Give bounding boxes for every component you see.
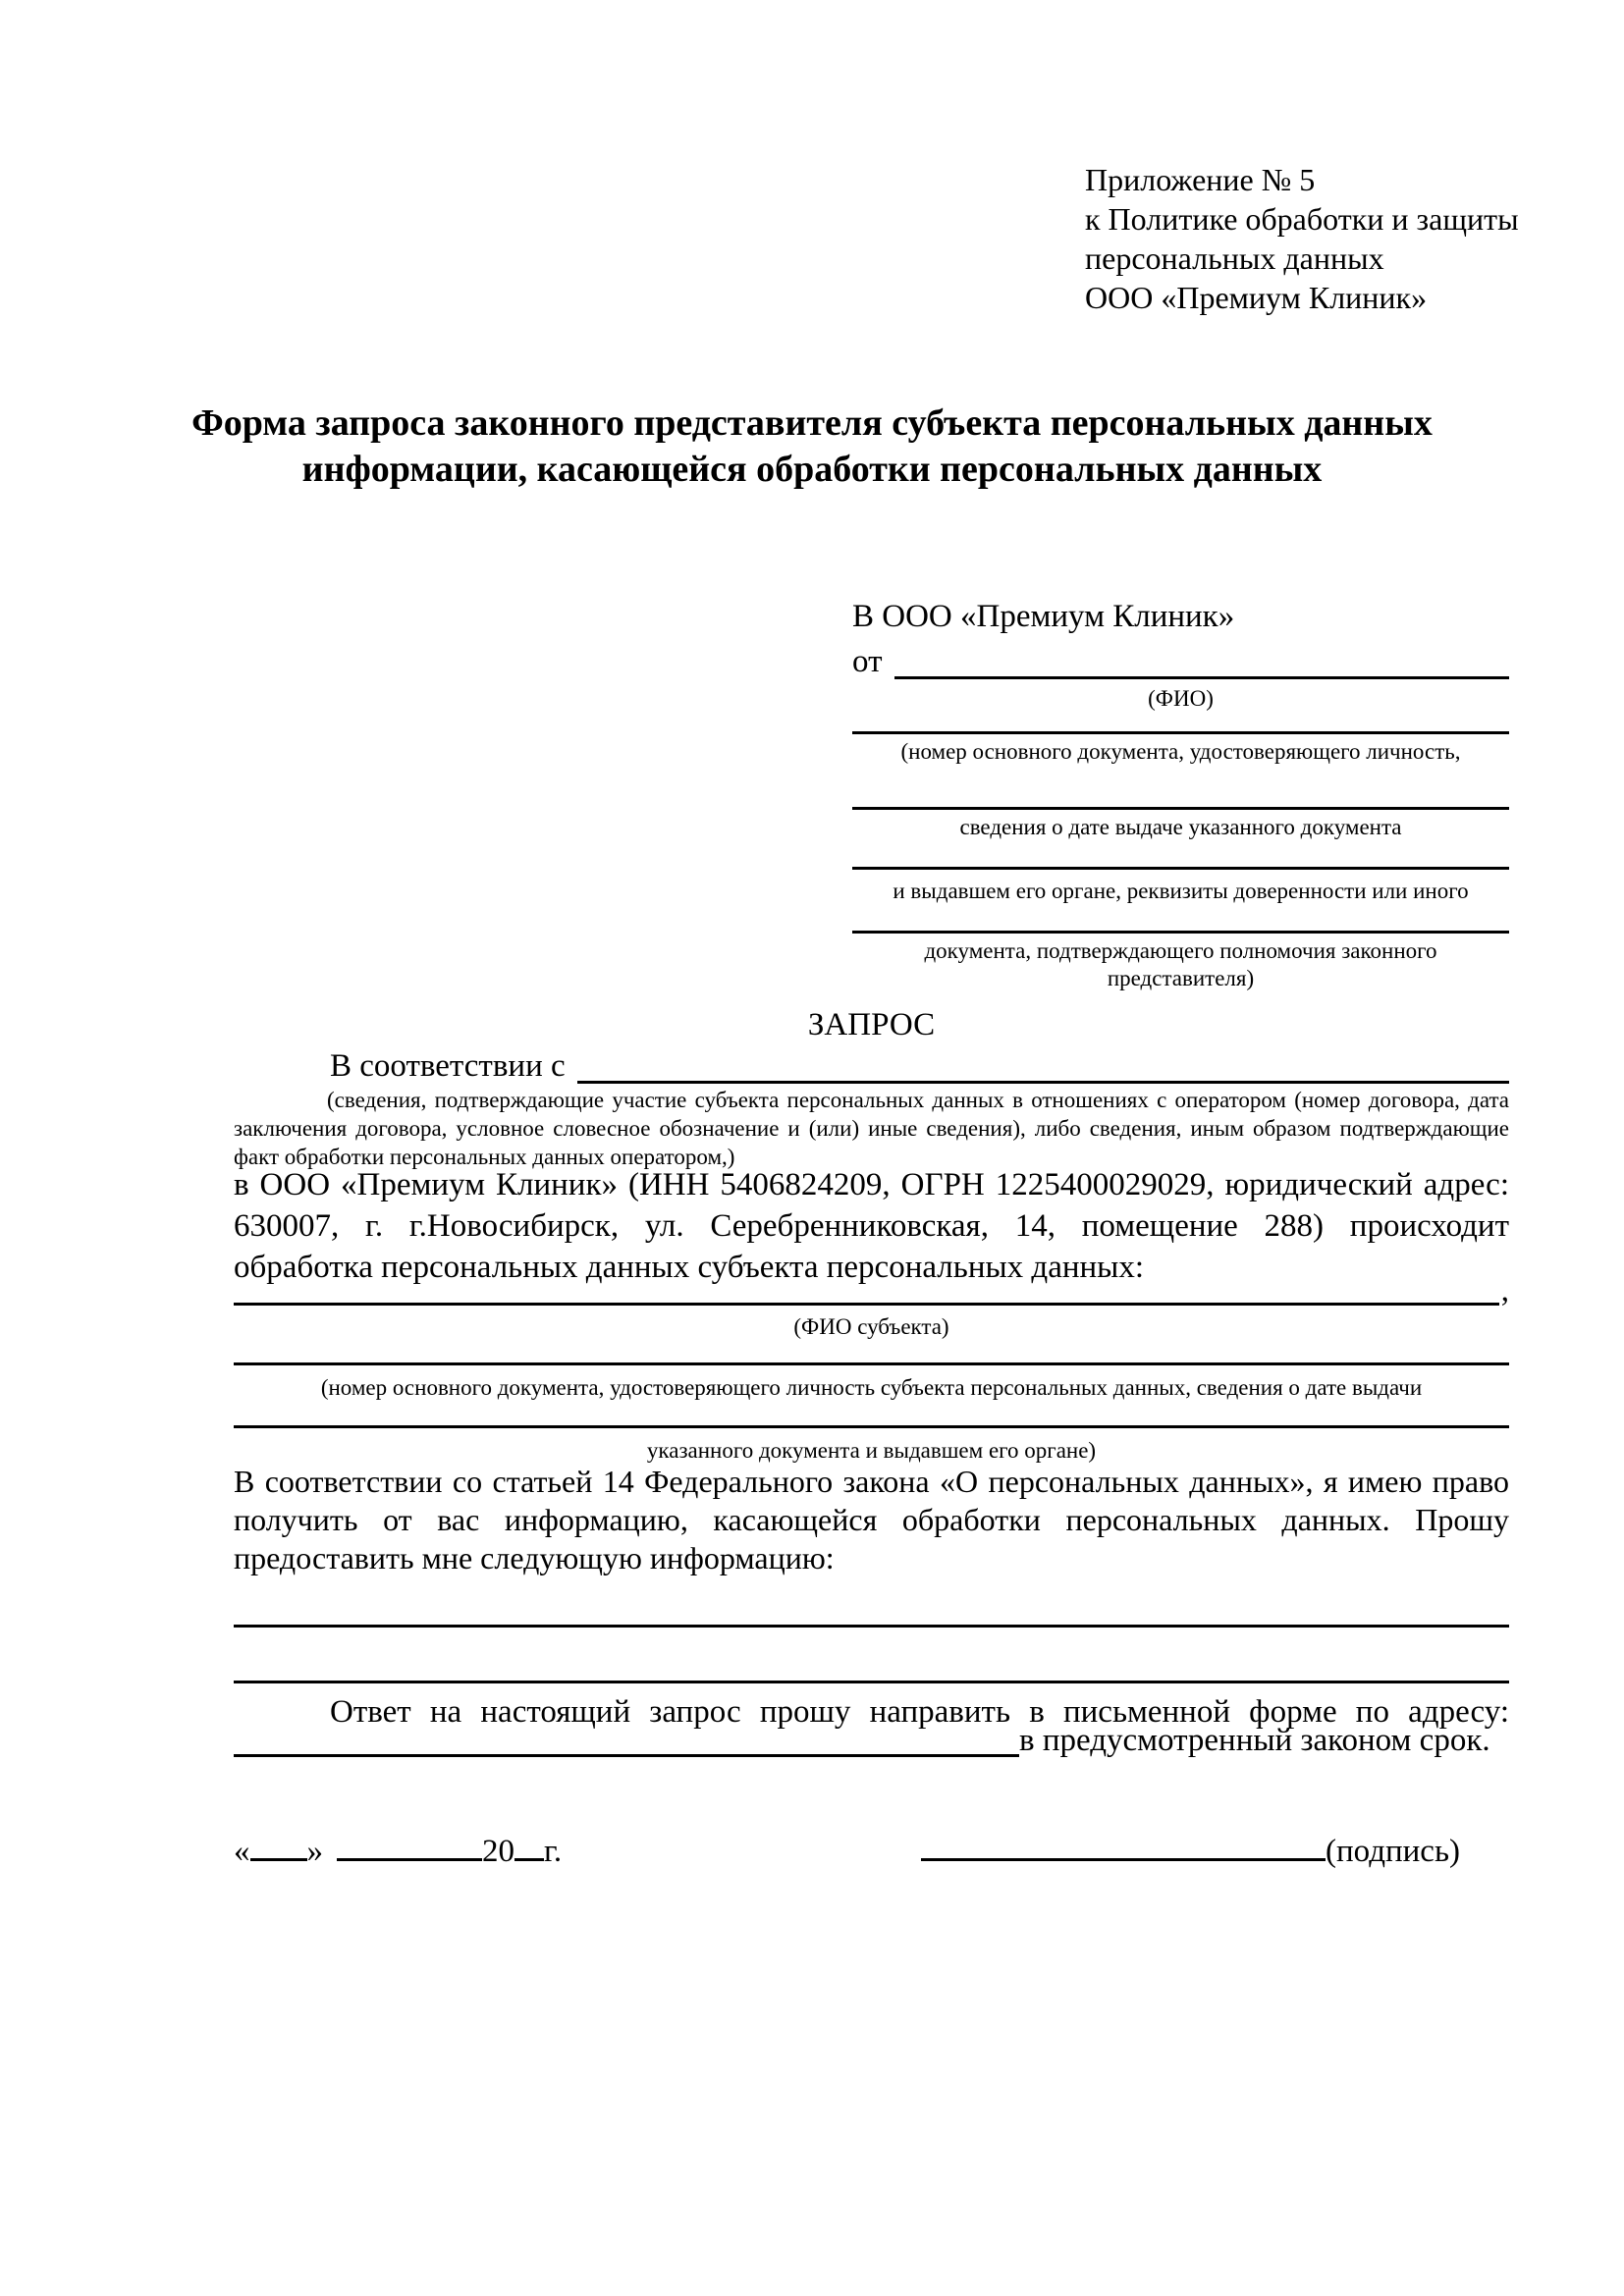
representative-doc-caption-3: и выдавшем его органе, реквизиты доверенности или иного <box>893 879 1469 903</box>
from-label: от <box>852 644 883 679</box>
subject-doc-blank-line-2 <box>234 1425 1509 1428</box>
representative-doc-caption-1: (номер основного документа, удостоверяющего личность, <box>900 739 1461 764</box>
day-blank <box>250 1856 307 1861</box>
accordance-caption: (сведения, подтверждающие участие субъекта персональных данных в отношениях с оператором (номер договора, дата заключения договора, условное словесное обозначение и (или) иные сведения), либо сведения, иным образом подтверждающие факт обработки персональных данных оператором,) <box>234 1088 1509 1169</box>
representative-fio-blank-line <box>894 676 1510 679</box>
accordance-row <box>234 1048 1509 1084</box>
representative-doc-blank-line-2 <box>852 807 1509 810</box>
address-blank-line <box>234 1754 1019 1757</box>
addressee-to: В ООО «Премиум Клиник» <box>852 599 1235 634</box>
subject-fio-comma: , <box>1500 1273 1509 1308</box>
year-blank <box>514 1856 544 1861</box>
representative-doc-blank-line-3 <box>852 867 1509 870</box>
signature-blank-line <box>921 1856 1326 1861</box>
from-row <box>852 636 1509 679</box>
representative-doc-blank-line-1 <box>852 731 1509 734</box>
subject-doc-caption-2: указанного документа и выдавшем его органе) <box>646 1438 1097 1463</box>
request-heading: ЗАПРОС <box>807 1007 936 1042</box>
operator-paragraph: в ООО «Премиум Клиник» (ИНН 5406824209, ОГРН 1225400029029, юридический адрес: 630007, г. г.Новосибирск, ул. Серебренниковская, 14, помещение 288) происходит обработка персональных данных субъекта персональных данных: <box>234 1167 1509 1285</box>
answer-paragraph: Ответ на настоящий запрос прошу направить в письменной форме по адресу: <box>330 1694 1509 1730</box>
date-field <box>234 1834 562 1870</box>
fio-caption: (ФИО) <box>1148 686 1214 711</box>
close-quote: » <box>306 1834 323 1869</box>
representative-doc-caption-4: документа, подтверждающего полномочия законного представителя) <box>924 938 1437 990</box>
accordance-label: В соответствии с <box>330 1048 566 1084</box>
answer-address-row <box>234 1724 1509 1757</box>
subject-fio-blank-line <box>234 1303 1499 1306</box>
addressee-block <box>852 597 1509 992</box>
signature-field <box>921 1834 1460 1870</box>
law-paragraph: В соответствии со статьей 14 Федерального закона «О персональных данных», я имею право получить от вас информацию, касающейся обработки персональных данных. Прошу предоставить мне следующую информацию: <box>234 1464 1509 1575</box>
appendix-line-1: Приложение № 5 <box>1085 162 1316 197</box>
subject-doc-caption-1: (номер основного документа, удостоверяющего личность субъекта персональных данных, сведения о дате выдачи <box>320 1375 1423 1400</box>
appendix-line-2: к Политике обработки и защиты <box>1085 201 1519 237</box>
month-blank <box>337 1856 482 1861</box>
subject-fio-caption: (ФИО субъекта) <box>793 1314 949 1339</box>
appendix-line-4: ООО «Премиум Клиник» <box>1085 280 1428 315</box>
signature-caption: (подпись) <box>1326 1834 1460 1869</box>
document-title: Форма запроса законного представителя субъекта персональных данных информации, касающейся обработки персональных данных <box>191 402 1433 490</box>
appendix-line-3: персональных данных <box>1085 240 1384 276</box>
footer-row <box>234 1834 1509 1893</box>
appendix-block <box>1085 160 1519 317</box>
information-blank-line-1 <box>234 1625 1509 1628</box>
year-suffix: г. <box>544 1834 563 1869</box>
representative-doc-blank-line-4 <box>852 931 1509 934</box>
information-blank-line-2 <box>234 1681 1509 1683</box>
year-prefix: 20 <box>482 1834 514 1869</box>
subject-doc-blank-line-1 <box>234 1362 1509 1365</box>
accordance-blank-line <box>577 1081 1509 1084</box>
open-quote: « <box>234 1834 250 1869</box>
representative-doc-caption-2: сведения о дате выдаче указанного документа <box>959 815 1402 839</box>
answer-tail: в предусмотренный законом срок. <box>1019 1723 1490 1758</box>
subject-fio-row <box>234 1272 1509 1306</box>
